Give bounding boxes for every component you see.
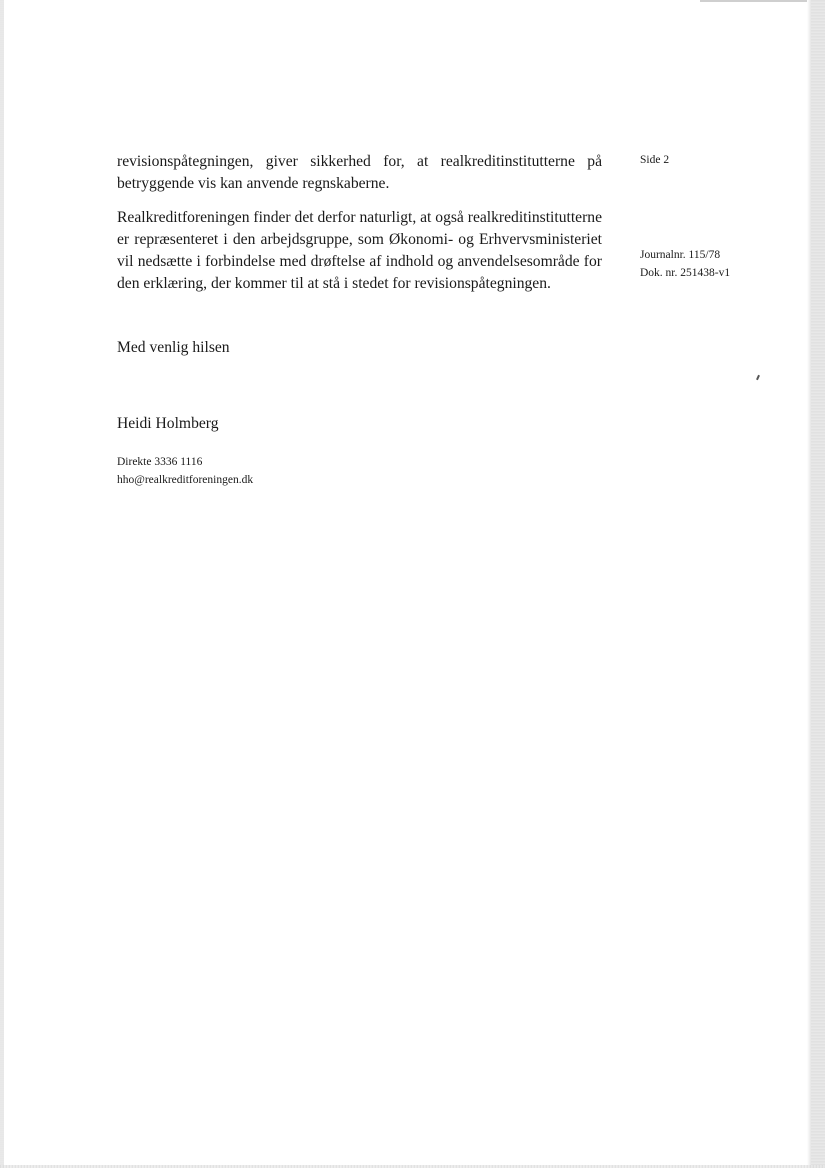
scan-speck (756, 375, 760, 380)
document-number: Dok. nr. 251438-v1 (640, 267, 731, 279)
letter-paragraph-1: revisionspåtegningen, giver sikkerhed for, at realkreditinstitutterne på betryggende vis kan anvende regnskaberne. (117, 153, 602, 192)
journal-number: Journalnr. 115/78 (640, 249, 721, 261)
contact-direct-phone: Direkte 3336 1116 (117, 456, 203, 468)
scan-edge-right (811, 0, 825, 1168)
reference-block (640, 246, 730, 282)
scan-edge-left (0, 0, 4, 1168)
letter-closing: Med venlig hilsen (117, 339, 230, 356)
page-number-label: Side 2 (640, 154, 670, 166)
signer-name: Heidi Holmberg (117, 415, 219, 432)
contact-email: hho@realkreditforeningen.dk (117, 474, 254, 486)
contact-block (117, 453, 253, 489)
letter-paragraph-2: Realkreditforeningen finder det derfor naturligt, at også realkreditinstitutterne er repræsenteret i den arbejdsgruppe, som Økonomi- og Erhvervsministeriet vil nedsætte i forbindelse med drøftelse af indhold og anvendelsesområde for den erklæring, der kommer til at stå i stedet for revisionspåtegningen. (117, 209, 602, 292)
scan-edge-top (700, 0, 810, 2)
